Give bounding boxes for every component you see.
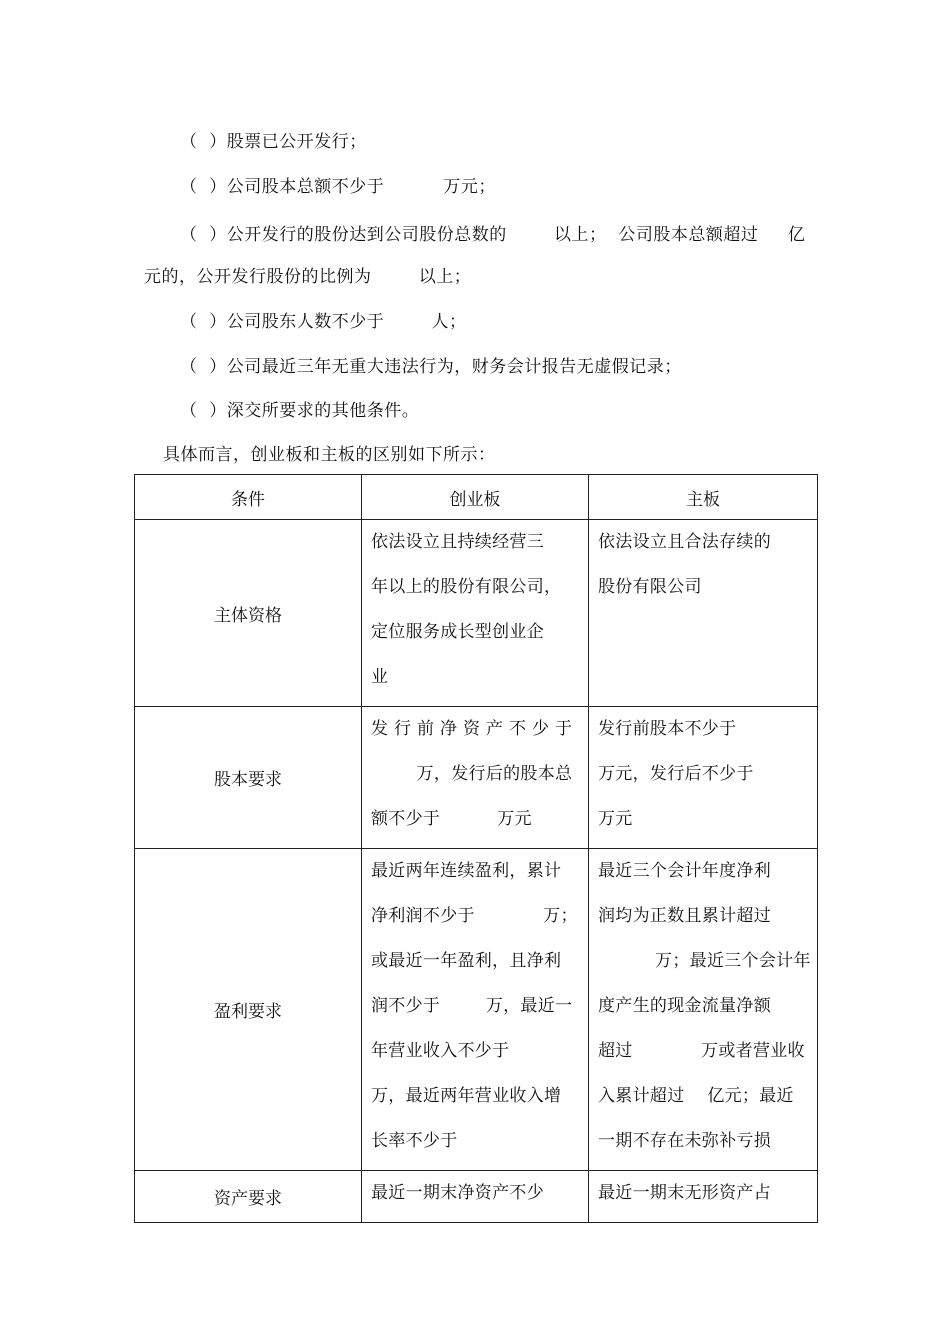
main-cell bbox=[589, 520, 818, 707]
cell-line: 长率不少于 bbox=[371, 1131, 458, 1151]
cell-line: 定位服务成长型创业企 bbox=[371, 622, 544, 642]
listing-condition-1: （ ）股票已公开发行； bbox=[180, 132, 367, 152]
listing-condition-3-cont: 元的，公开发行股份的比例为 以上； bbox=[144, 267, 472, 287]
main-cell bbox=[589, 849, 818, 1171]
cell-line: 净利润不少于 万； bbox=[371, 906, 578, 926]
cell-line: 最近三个会计年度净利 bbox=[598, 861, 771, 881]
cell-line: 一期不存在未弥补亏损 bbox=[598, 1131, 771, 1151]
cell-line: 额不少于 万元 bbox=[371, 809, 532, 829]
cell-line: 最近一期末无形资产占 bbox=[598, 1183, 771, 1203]
cell-line: 股份有限公司 bbox=[598, 577, 702, 597]
table-row bbox=[135, 849, 818, 1171]
cell-line: 度产生的现金流量净额 bbox=[598, 996, 771, 1016]
cell-line: 万，发行后的股本总 bbox=[371, 764, 573, 784]
cell-line: 年以上的股份有限公司， bbox=[371, 577, 562, 597]
cell-line: 依法设立且持续经营三 bbox=[371, 532, 544, 552]
main-cell bbox=[589, 1171, 818, 1223]
table-row bbox=[135, 1171, 818, 1223]
cell-line: 发 行 前 净 资 产 不 少 于 bbox=[371, 719, 573, 739]
cell-line: 业 bbox=[371, 667, 389, 687]
cell-line: 万；最近三个会计年 bbox=[598, 951, 811, 971]
header-condition: 条件 bbox=[135, 475, 362, 520]
table-header-row bbox=[135, 475, 818, 520]
listing-condition-4: （ ）公司股东人数不少于 人； bbox=[180, 312, 467, 332]
header-gem-board: 创业板 bbox=[362, 475, 589, 520]
cell-line: 超过 万或者营业收 bbox=[598, 1041, 805, 1061]
cell-line: 润不少于 万，最近一 bbox=[371, 996, 573, 1016]
table-row bbox=[135, 707, 818, 849]
row-label: 主体资格 bbox=[135, 520, 362, 707]
table-row bbox=[135, 520, 818, 707]
cell-line: 最近一期末净资产不少 bbox=[371, 1183, 544, 1203]
listing-condition-3: （ ）公开发行的股份达到公司股份总数的 以上； 公司股本总额超过 亿 bbox=[180, 225, 806, 245]
gem-cell bbox=[362, 849, 589, 1171]
listing-condition-2: （ ）公司股本总额不少于 万元； bbox=[180, 177, 496, 197]
cell-line: 润均为正数且累计超过 bbox=[598, 906, 771, 926]
row-label: 盈利要求 bbox=[135, 849, 362, 1171]
cell-line: 万元 bbox=[598, 809, 633, 829]
gem-cell bbox=[362, 707, 589, 849]
comparison-table bbox=[134, 474, 818, 1223]
table-intro: 具体而言，创业板和主板的区别如下所示： bbox=[163, 445, 496, 465]
cell-line: 年营业收入不少于 bbox=[371, 1041, 510, 1061]
main-cell bbox=[589, 707, 818, 849]
cell-line: 发行前股本不少于 bbox=[598, 719, 737, 739]
row-label: 资产要求 bbox=[135, 1171, 362, 1223]
gem-cell bbox=[362, 520, 589, 707]
cell-line: 万元，发行后不少于 bbox=[598, 764, 754, 784]
header-main-board: 主板 bbox=[589, 475, 818, 520]
cell-line: 万，最近两年营业收入增 bbox=[371, 1086, 562, 1106]
cell-line: 入累计超过 亿元；最近 bbox=[598, 1086, 794, 1106]
listing-condition-5: （ ）公司最近三年无重大违法行为，财务会计报告无虚假记录； bbox=[180, 357, 682, 377]
cell-line: 依法设立且合法存续的 bbox=[598, 532, 771, 552]
gem-cell bbox=[362, 1171, 589, 1223]
listing-condition-6: （ ）深交所要求的其他条件。 bbox=[180, 401, 420, 421]
cell-line: 或最近一年盈利，且净利 bbox=[371, 951, 562, 971]
cell-line: 最近两年连续盈利，累计 bbox=[371, 861, 562, 881]
row-label: 股本要求 bbox=[135, 707, 362, 849]
